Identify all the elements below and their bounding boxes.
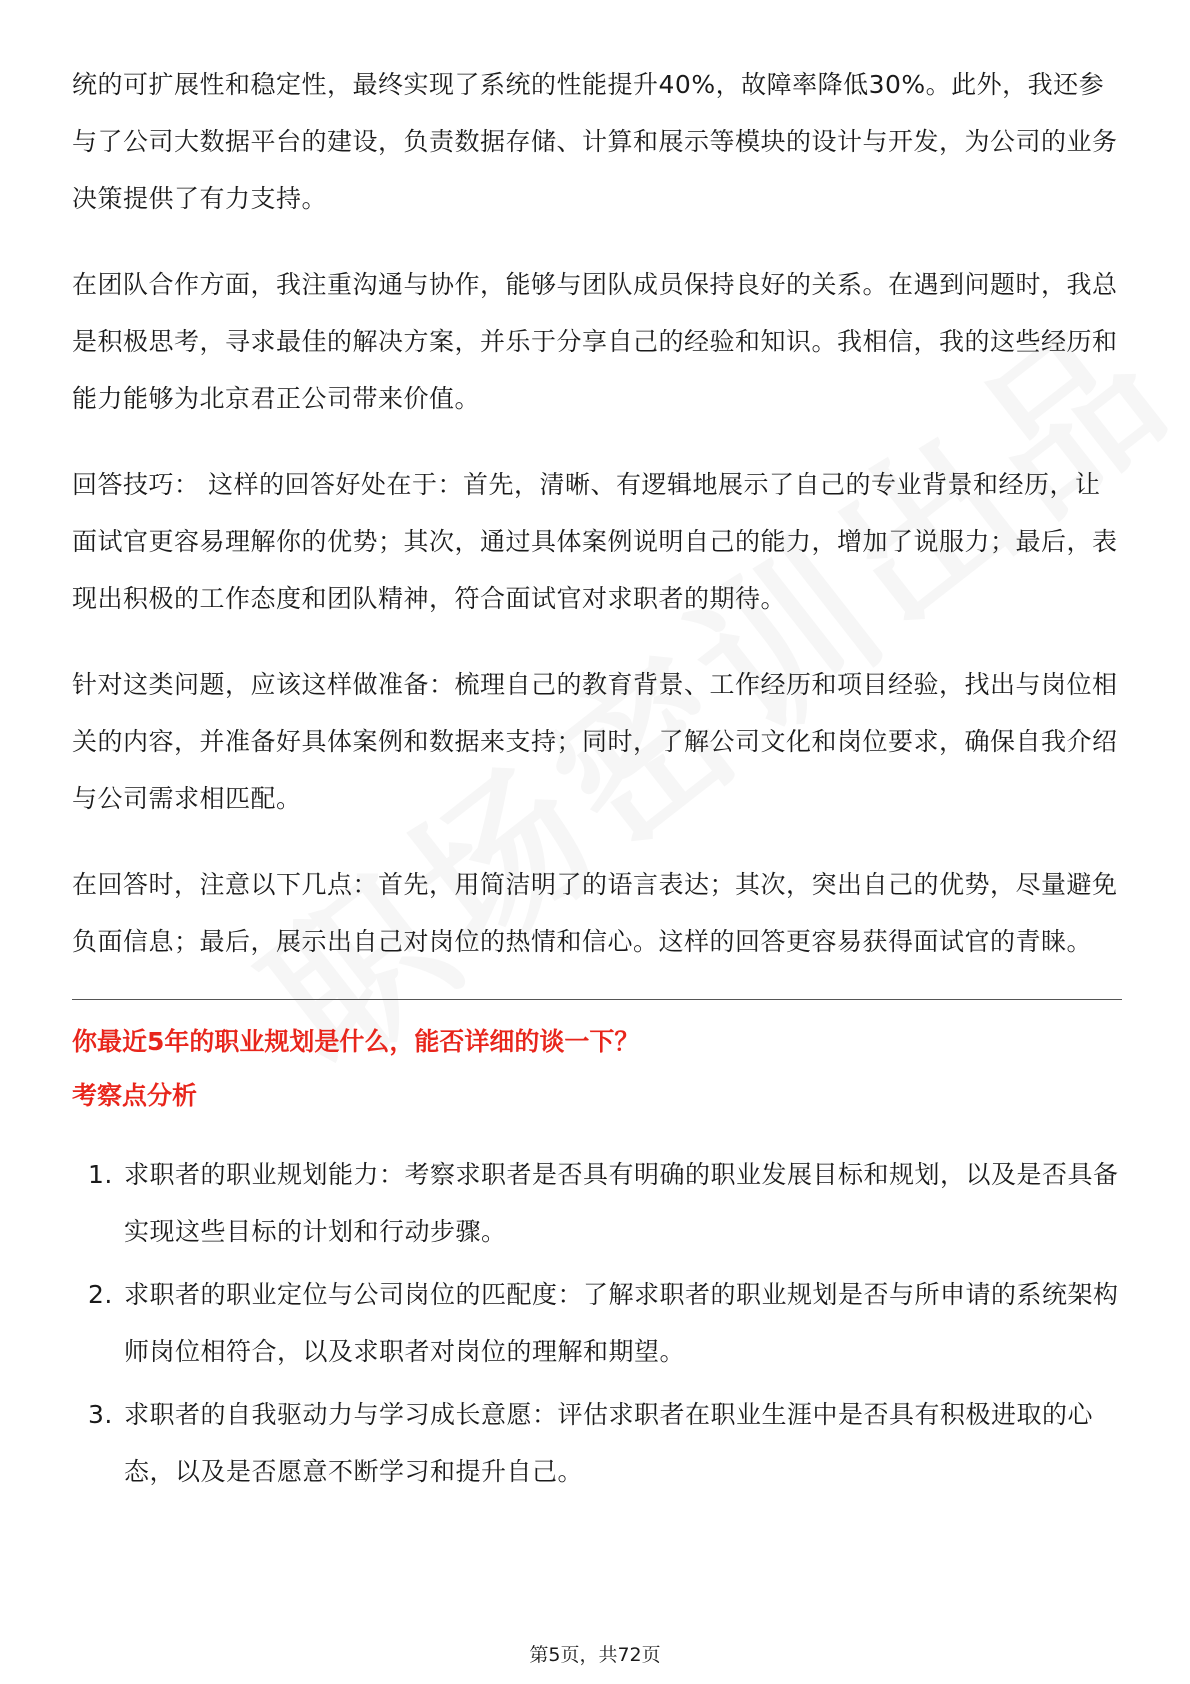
paragraph-preparation: 针对这类问题，应该这样做准备：梳理自己的教育背景、工作经历和项目经验，找出与岗位相关的内容，并准备好具体案例和数据来支持；同时，了解公司文化和岗位要求，确保自我介绍与公司需求相匹配。 bbox=[72, 670, 1118, 813]
list-item-text: 求职者的职业定位与公司岗位的匹配度：了解求职者的职业规划是否与所申请的系统架构师岗位相符合，以及求职者对岗位的理解和期望。 bbox=[124, 1280, 1119, 1366]
section-divider bbox=[72, 999, 1122, 1000]
analysis-heading: 考察点分析 bbox=[72, 1081, 198, 1110]
paragraph-results: 统的可扩展性和稳定性，最终实现了系统的性能提升40%，故障率降低30%。此外，我还参与了公司大数据平台的建设，负责数据存储、计算和展示等模块的设计与开发，为公司的业务决策提供了有力支持。 bbox=[72, 70, 1118, 213]
paragraph-teamwork: 在团队合作方面，我注重沟通与协作，能够与团队成员保持良好的关系。在遇到问题时，我总是积极思考，寻求最佳的解决方案，并乐于分享自己的经验和知识。我相信，我的这些经历和能力能够为北京君正公司带来价值。 bbox=[72, 270, 1118, 413]
document-page bbox=[72, 56, 1122, 1506]
list-item-number: 2. bbox=[88, 1280, 113, 1309]
question-title: 你最近5年的职业规划是什么，能否详细的谈一下？ bbox=[72, 1027, 640, 1056]
paragraph-answer-tips: 回答技巧： 这样的回答好处在于：首先，清晰、有逻辑地展示了自己的专业背景和经历，让面试官更容易理解你的优势；其次，通过具体案例说明自己的能力，增加了说服力；最后，表现出积极的工作态度和团队精神，符合面试官对求职者的期待。 bbox=[72, 470, 1118, 613]
analysis-list bbox=[72, 1146, 1122, 1500]
list-item bbox=[72, 1386, 1122, 1500]
list-item-text: 求职者的自我驱动力与学习成长意愿：评估求职者在职业生涯中是否具有积极进取的心态，以及是否愿意不断学习和提升自己。 bbox=[124, 1400, 1094, 1486]
paragraph-answer-notes: 在回答时，注意以下几点：首先，用简洁明了的语言表达；其次，突出自己的优势，尽量避免负面信息；最后，展示出自己对岗位的热情和信心。这样的回答更容易获得面试官的青睐。 bbox=[72, 870, 1118, 956]
list-item bbox=[72, 1266, 1122, 1380]
list-item bbox=[72, 1146, 1122, 1260]
list-item-number: 1. bbox=[88, 1160, 113, 1189]
list-item-number: 3. bbox=[88, 1400, 113, 1429]
page-footer: 第5页，共72页 bbox=[529, 1644, 661, 1666]
list-item-text: 求职者的职业规划能力：考察求职者是否具有明确的职业发展目标和规划，以及是否具备实现这些目标的计划和行动步骤。 bbox=[124, 1160, 1119, 1246]
